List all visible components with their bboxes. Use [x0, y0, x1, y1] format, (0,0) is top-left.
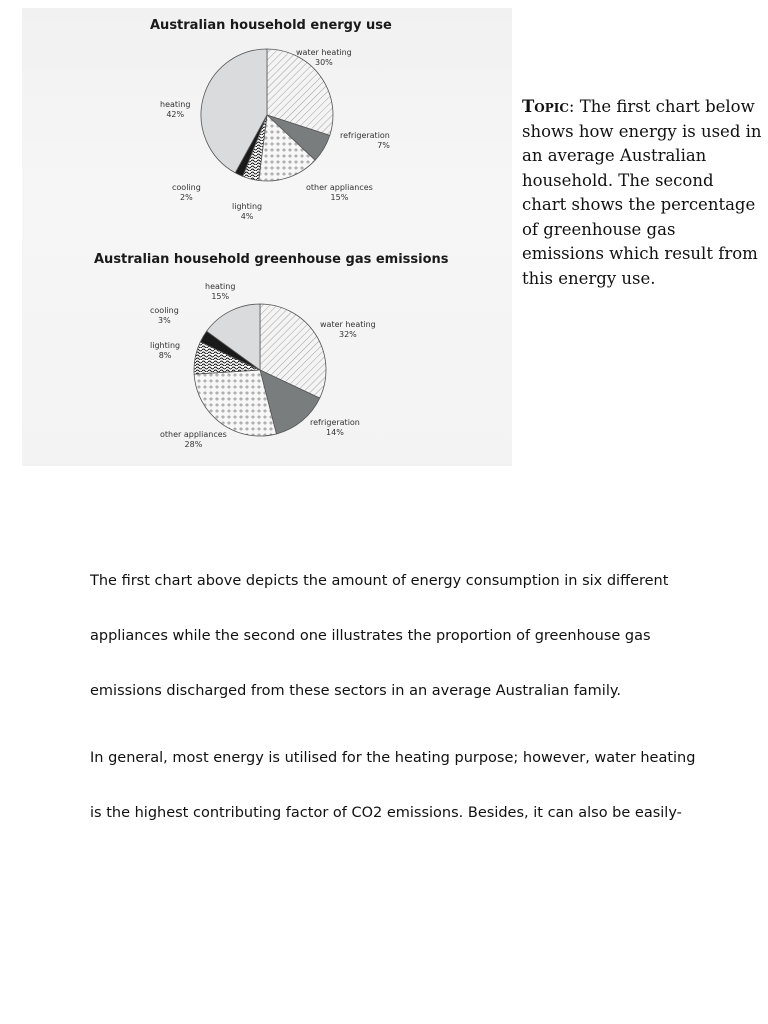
- chart2-label-heating: [205, 282, 235, 302]
- chart2-label-other-appliances: [160, 430, 227, 450]
- chart2-label-water-heating: [320, 320, 376, 340]
- chart1-label-cooling: [172, 183, 201, 203]
- chart1-label-other-appliances: [306, 183, 373, 203]
- label-name: refrigeration: [310, 418, 360, 427]
- label-name: water heating: [296, 48, 352, 57]
- topic-tag: Topic: [522, 97, 569, 116]
- chart1-label-water-heating: [296, 48, 352, 68]
- label-name: lighting: [150, 341, 181, 350]
- essay-line: emissions discharged from these sectors in an average Australian family.: [90, 683, 621, 699]
- essay-paragraph-2: [90, 748, 730, 858]
- label-value: 8%: [158, 351, 172, 360]
- chart1-label-heating: [160, 100, 190, 120]
- essay-line: is the highest contributing factor of CO2 emissions. Besides, it can also be easily-: [90, 805, 682, 821]
- label-value: 14%: [326, 428, 344, 437]
- essay-line: In general, most energy is utilised for the heating purpose; however, water heating: [90, 750, 696, 766]
- label-name: water heating: [320, 320, 376, 329]
- topic-description: [522, 95, 762, 291]
- label-value: 15%: [330, 193, 349, 202]
- label-name: heating: [160, 100, 191, 109]
- label-value: 15%: [211, 292, 230, 301]
- label-name: cooling: [150, 306, 179, 315]
- label-value: 2%: [180, 193, 193, 202]
- essay-line: The first chart above depicts the amount of energy consumption in six different: [90, 573, 669, 589]
- label-value: 30%: [314, 58, 333, 67]
- chart2-title: Australian household greenhouse gas emissions: [94, 252, 449, 267]
- label-name: heating: [205, 282, 236, 291]
- emissions-pie-chart: [190, 300, 330, 440]
- label-value: 4%: [240, 212, 254, 221]
- chart2-label-lighting: [150, 341, 180, 361]
- chart1-title: Australian household energy use: [150, 18, 392, 33]
- label-value: 7%: [377, 141, 390, 150]
- topic-colon: :: [568, 97, 580, 116]
- chart2-label-cooling: [150, 306, 179, 326]
- chart1-label-refrigeration: [340, 131, 390, 151]
- label-value: 32%: [338, 330, 357, 339]
- topic-text: The first chart below shows how energy is used in an average Australian household. The second chart shows the percentage of greenhouse gas emissions which result from this energy use.: [522, 97, 762, 288]
- label-name: cooling: [172, 183, 201, 192]
- essay-line: appliances while the second one illustrates the proportion of greenhouse gas: [90, 628, 651, 644]
- label-name: other appliances: [306, 183, 373, 192]
- chart1-label-lighting: [232, 202, 262, 222]
- chart2-label-refrigeration: [310, 418, 360, 438]
- label-value: 3%: [158, 316, 171, 325]
- label-value: 28%: [184, 440, 203, 449]
- label-name: refrigeration: [340, 131, 390, 140]
- label-name: other appliances: [160, 430, 227, 439]
- essay-paragraph-1: [90, 571, 730, 736]
- label-value: 42%: [166, 110, 185, 119]
- label-name: lighting: [232, 202, 263, 211]
